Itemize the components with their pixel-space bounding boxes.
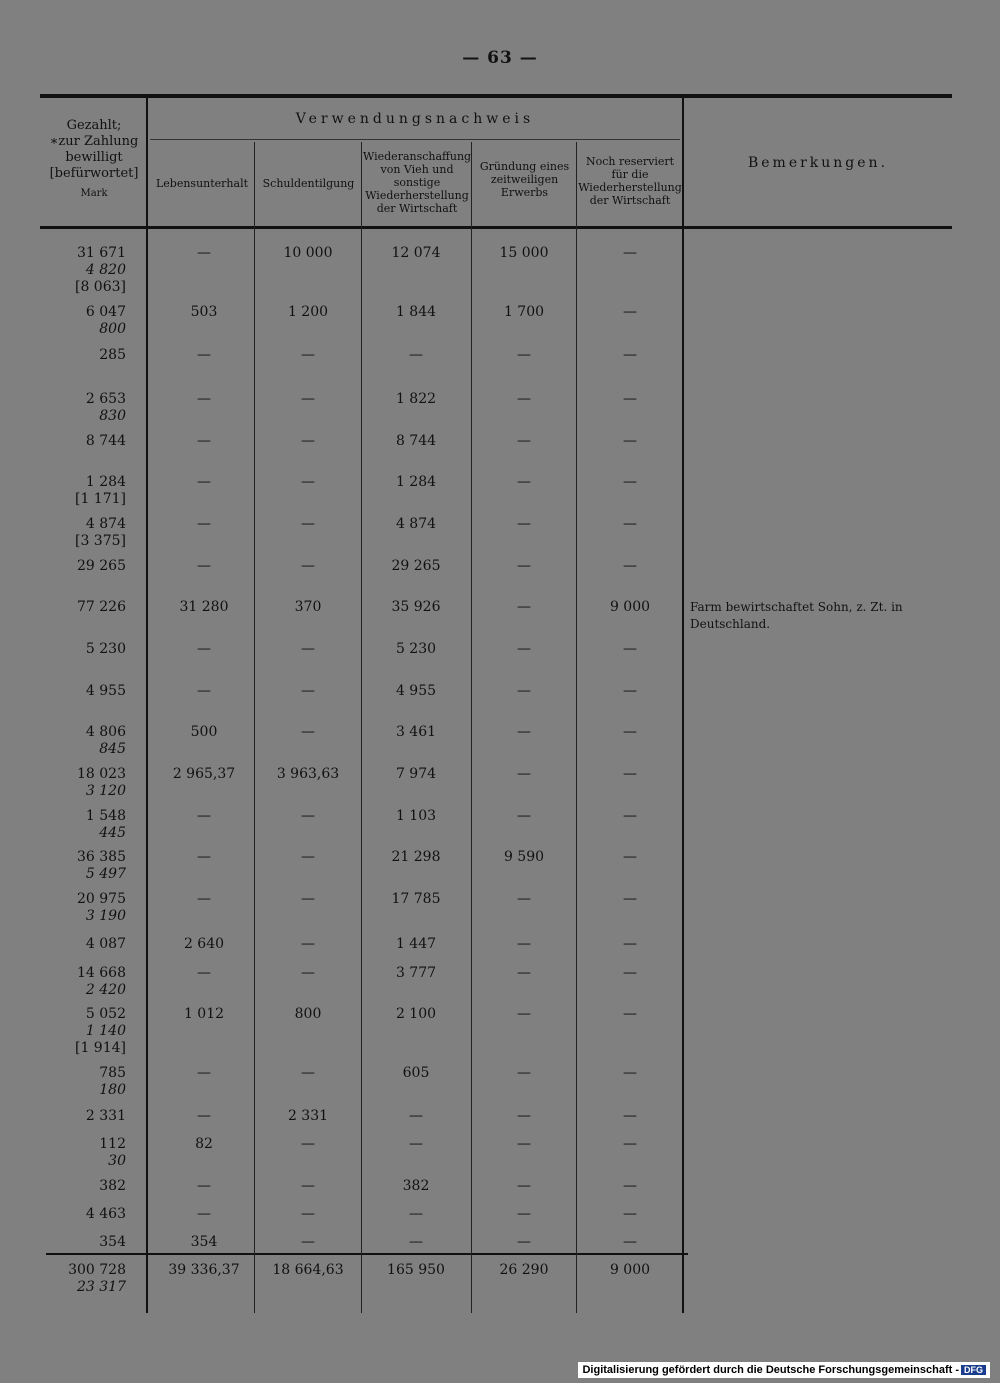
- table-cell: 15 000: [499, 245, 549, 261]
- paid-amount: 800: [99, 321, 126, 337]
- paid-amount: 354: [99, 1234, 126, 1250]
- remark-text: Farm bewirtschaftet Sohn, z. Zt. in Deutschland.: [690, 600, 903, 631]
- table-cell: —: [517, 599, 531, 615]
- table-cell: 2 100: [395, 1006, 437, 1022]
- table-cell: 1 447: [395, 936, 437, 952]
- paid-amount: 4 820: [85, 262, 126, 278]
- table-cell: —: [623, 516, 637, 532]
- col-divider-remarks: [682, 98, 684, 1313]
- paid-amount: 1 284: [85, 474, 126, 490]
- table-cell: —: [409, 347, 423, 363]
- table-cell: —: [517, 683, 531, 699]
- paid-amount: 29 265: [77, 558, 126, 574]
- table-cell: —: [517, 724, 531, 740]
- table-cell: —: [197, 1065, 211, 1081]
- table-cell: —: [197, 965, 211, 981]
- table-cell: —: [623, 683, 637, 699]
- table-cell: —: [623, 245, 637, 261]
- paid-amount: 31 671: [77, 245, 126, 261]
- table-cell: —: [517, 1178, 531, 1194]
- table-cell: —: [517, 1136, 531, 1152]
- table-cell: —: [517, 1206, 531, 1222]
- table-cell: 1 700: [503, 304, 545, 320]
- table-cell: —: [409, 1136, 423, 1152]
- table-cell: —: [197, 1206, 211, 1222]
- paid-amount: [1 914]: [74, 1040, 126, 1056]
- table-cell: —: [623, 936, 637, 952]
- table-cell: —: [409, 1108, 423, 1124]
- table-cell: —: [197, 849, 211, 865]
- paid-amount: 36 385: [77, 849, 126, 865]
- table-cell: 35 926: [391, 599, 441, 615]
- totals-rule: [46, 1253, 688, 1255]
- paid-amount: 8 744: [85, 433, 126, 449]
- table-cell: —: [197, 347, 211, 363]
- table-cell: —: [623, 304, 637, 320]
- table-cell: —: [623, 1206, 637, 1222]
- table-cell: —: [517, 474, 531, 490]
- paid-amount: 4 955: [85, 683, 126, 699]
- table-cell: 370: [294, 599, 322, 615]
- table-cell: —: [301, 965, 315, 981]
- header-remarks: Bemerkungen.: [747, 155, 889, 171]
- table-cell: 17 785: [391, 891, 441, 907]
- col-divider-3: [471, 142, 472, 1313]
- paid-amount: 830: [99, 408, 126, 424]
- top-rule: [40, 94, 952, 98]
- table-cell: —: [197, 1108, 211, 1124]
- table-cell: —: [517, 965, 531, 981]
- table-cell: —: [517, 808, 531, 824]
- header-col-reserved: Noch reserviert für die Wiederherstellung der Wirtschaft: [578, 155, 682, 207]
- table-cell: 7 974: [395, 766, 437, 782]
- table-cell: —: [301, 474, 315, 490]
- paid-amount: 6 047: [85, 304, 126, 320]
- table-cell: 29 265: [391, 558, 441, 574]
- table-cell: —: [517, 391, 531, 407]
- table-cell: —: [517, 1065, 531, 1081]
- paid-amount: 20 975: [77, 891, 126, 907]
- table-cell: —: [301, 1136, 315, 1152]
- table-cell: —: [301, 936, 315, 952]
- table-cell: —: [517, 347, 531, 363]
- table-cell: —: [301, 808, 315, 824]
- table-cell: —: [623, 1006, 637, 1022]
- group-title-rule: [150, 139, 680, 140]
- table-cell: 354: [190, 1234, 218, 1250]
- table-cell: —: [623, 766, 637, 782]
- table-cell: 3 963,63: [276, 766, 340, 782]
- table-cell: —: [197, 474, 211, 490]
- table-cell: 2 640: [183, 936, 225, 952]
- paid-amount: 77 226: [77, 599, 126, 615]
- table-cell: 12 074: [391, 245, 441, 261]
- paid-amount: 3 190: [85, 908, 126, 924]
- table-cell: 500: [190, 724, 218, 740]
- paid-amount: 30: [108, 1153, 126, 1169]
- paid-amount: [1 171]: [74, 491, 126, 507]
- table-cell: —: [517, 1108, 531, 1124]
- col-divider-2: [361, 142, 362, 1313]
- col-divider-1: [254, 142, 255, 1313]
- paid-amount: 2 420: [85, 982, 126, 998]
- table-cell: 1 822: [395, 391, 437, 407]
- table-cell: —: [197, 516, 211, 532]
- table-cell: —: [517, 516, 531, 532]
- total-cell: 26 290: [499, 1262, 549, 1278]
- table-cell: —: [197, 558, 211, 574]
- paid-amount: 4 463: [85, 1206, 126, 1222]
- table-cell: —: [623, 558, 637, 574]
- table-cell: —: [517, 558, 531, 574]
- table-cell: —: [623, 965, 637, 981]
- table-cell: —: [301, 433, 315, 449]
- paid-amount: 845: [99, 741, 126, 757]
- table-cell: —: [197, 808, 211, 824]
- total-cell: 165 950: [387, 1262, 445, 1278]
- table-cell: 82: [195, 1136, 213, 1152]
- total-paid: 300 728: [68, 1262, 126, 1278]
- table-cell: —: [517, 891, 531, 907]
- total-cell: 18 664,63: [272, 1262, 344, 1278]
- total-cell: 9 000: [609, 1262, 651, 1278]
- table-cell: —: [301, 683, 315, 699]
- table-cell: —: [517, 641, 531, 657]
- paid-amount: 445: [99, 825, 126, 841]
- header-group-title: Verwendungsnachweis: [295, 111, 535, 127]
- table-cell: —: [301, 347, 315, 363]
- paid-amount: 5 230: [85, 641, 126, 657]
- table-cell: 4 955: [395, 683, 437, 699]
- table-cell: —: [623, 391, 637, 407]
- paid-amount: 785: [99, 1065, 126, 1081]
- table-cell: —: [623, 808, 637, 824]
- header-col-livelihood: Lebensunterhalt: [155, 177, 249, 190]
- table-cell: 31 280: [179, 599, 229, 615]
- paid-amount: 382: [99, 1178, 126, 1194]
- header-col-restock: Wiederanschaffung von Vieh und sonstige Wiederherstellung der Wirtschaft: [363, 150, 472, 215]
- footer-text: Digitalisierung gefördert durch die Deutsche Forschungsgemeinschaft -: [582, 1364, 959, 1376]
- table-cell: —: [517, 766, 531, 782]
- table-cell: 1 103: [395, 808, 437, 824]
- total-paid: 23 317: [77, 1279, 126, 1295]
- total-cell: 39 336,37: [168, 1262, 240, 1278]
- dfg-logo: DFG: [961, 1365, 986, 1375]
- table-cell: —: [623, 1136, 637, 1152]
- paid-amount: 4 806: [85, 724, 126, 740]
- table-cell: 1 012: [183, 1006, 225, 1022]
- paid-amount: 3 120: [85, 783, 126, 799]
- table-cell: 382: [402, 1178, 430, 1194]
- table-cell: 9 590: [503, 849, 545, 865]
- table-cell: —: [301, 391, 315, 407]
- paid-amount: 1 548: [85, 808, 126, 824]
- table-cell: —: [623, 1234, 637, 1250]
- table-cell: 2 965,37: [172, 766, 236, 782]
- table-cell: 10 000: [283, 245, 333, 261]
- table-cell: —: [301, 641, 315, 657]
- paid-amount: 5 497: [85, 866, 126, 882]
- table-cell: 9 000: [609, 599, 651, 615]
- table-cell: —: [197, 641, 211, 657]
- table-cell: 21 298: [391, 849, 441, 865]
- header-bottom-rule: [40, 226, 952, 229]
- paid-amount: 285: [99, 347, 126, 363]
- table-cell: —: [623, 347, 637, 363]
- table-cell: —: [623, 1065, 637, 1081]
- table-cell: 8 744: [395, 433, 437, 449]
- table-cell: —: [517, 1006, 531, 1022]
- table-cell: 1 844: [395, 304, 437, 320]
- table-cell: —: [623, 891, 637, 907]
- table-cell: —: [623, 849, 637, 865]
- header-col-debt: Schuldentilgung: [262, 177, 355, 190]
- table-cell: 4 874: [395, 516, 437, 532]
- table-cell: —: [517, 1234, 531, 1250]
- paid-amount: [3 375]: [74, 533, 126, 549]
- table-cell: —: [409, 1234, 423, 1250]
- col-divider-4: [576, 142, 577, 1313]
- table-cell: —: [623, 1178, 637, 1194]
- table-cell: 503: [190, 304, 218, 320]
- table-cell: 2 331: [287, 1108, 329, 1124]
- col-divider-paid: [146, 98, 148, 1313]
- table-cell: 5 230: [395, 641, 437, 657]
- paid-amount: 4 087: [85, 936, 126, 952]
- table-cell: —: [409, 1206, 423, 1222]
- table-cell: —: [197, 683, 211, 699]
- table-cell: —: [301, 558, 315, 574]
- table-cell: —: [623, 474, 637, 490]
- table-cell: —: [197, 433, 211, 449]
- table-cell: 800: [294, 1006, 322, 1022]
- table-cell: —: [301, 1206, 315, 1222]
- page-number: — 63 —: [462, 48, 538, 68]
- table-cell: —: [623, 641, 637, 657]
- table-cell: —: [301, 891, 315, 907]
- table-cell: 3 461: [395, 724, 437, 740]
- paid-amount: 2 653: [85, 391, 126, 407]
- paid-amount: [8 063]: [74, 279, 126, 295]
- table-cell: —: [197, 391, 211, 407]
- paid-amount: 2 331: [85, 1108, 126, 1124]
- table-cell: —: [197, 891, 211, 907]
- paid-amount: 1 140: [85, 1023, 126, 1039]
- table-cell: —: [623, 1108, 637, 1124]
- table-cell: 3 777: [395, 965, 437, 981]
- table-cell: —: [197, 1178, 211, 1194]
- footer-credit: [578, 1362, 990, 1378]
- paid-amount: 112: [99, 1136, 126, 1152]
- table-cell: —: [301, 724, 315, 740]
- paid-amount: 18 023: [77, 766, 126, 782]
- table-cell: —: [197, 245, 211, 261]
- table-cell: —: [517, 936, 531, 952]
- paid-amount: 4 874: [85, 516, 126, 532]
- paid-amount: 180: [99, 1082, 126, 1098]
- table-cell: —: [623, 724, 637, 740]
- table-cell: —: [301, 516, 315, 532]
- paid-amount: 14 668: [77, 965, 126, 981]
- table-cell: 605: [402, 1065, 430, 1081]
- header-paid: Gezahlt; ∗zur Zahlung bewilligt [befürwortet] Mark: [49, 118, 139, 199]
- table-cell: —: [301, 1065, 315, 1081]
- header-col-business: Gründung eines zeitweiligen Erwerbs: [479, 160, 570, 199]
- table-cell: 1 284: [395, 474, 437, 490]
- table-cell: —: [301, 1178, 315, 1194]
- table-cell: —: [517, 433, 531, 449]
- table-cell: —: [301, 849, 315, 865]
- table-cell: 1 200: [287, 304, 329, 320]
- table-cell: —: [623, 433, 637, 449]
- table-cell: —: [301, 1234, 315, 1250]
- paid-amount: 5 052: [85, 1006, 126, 1022]
